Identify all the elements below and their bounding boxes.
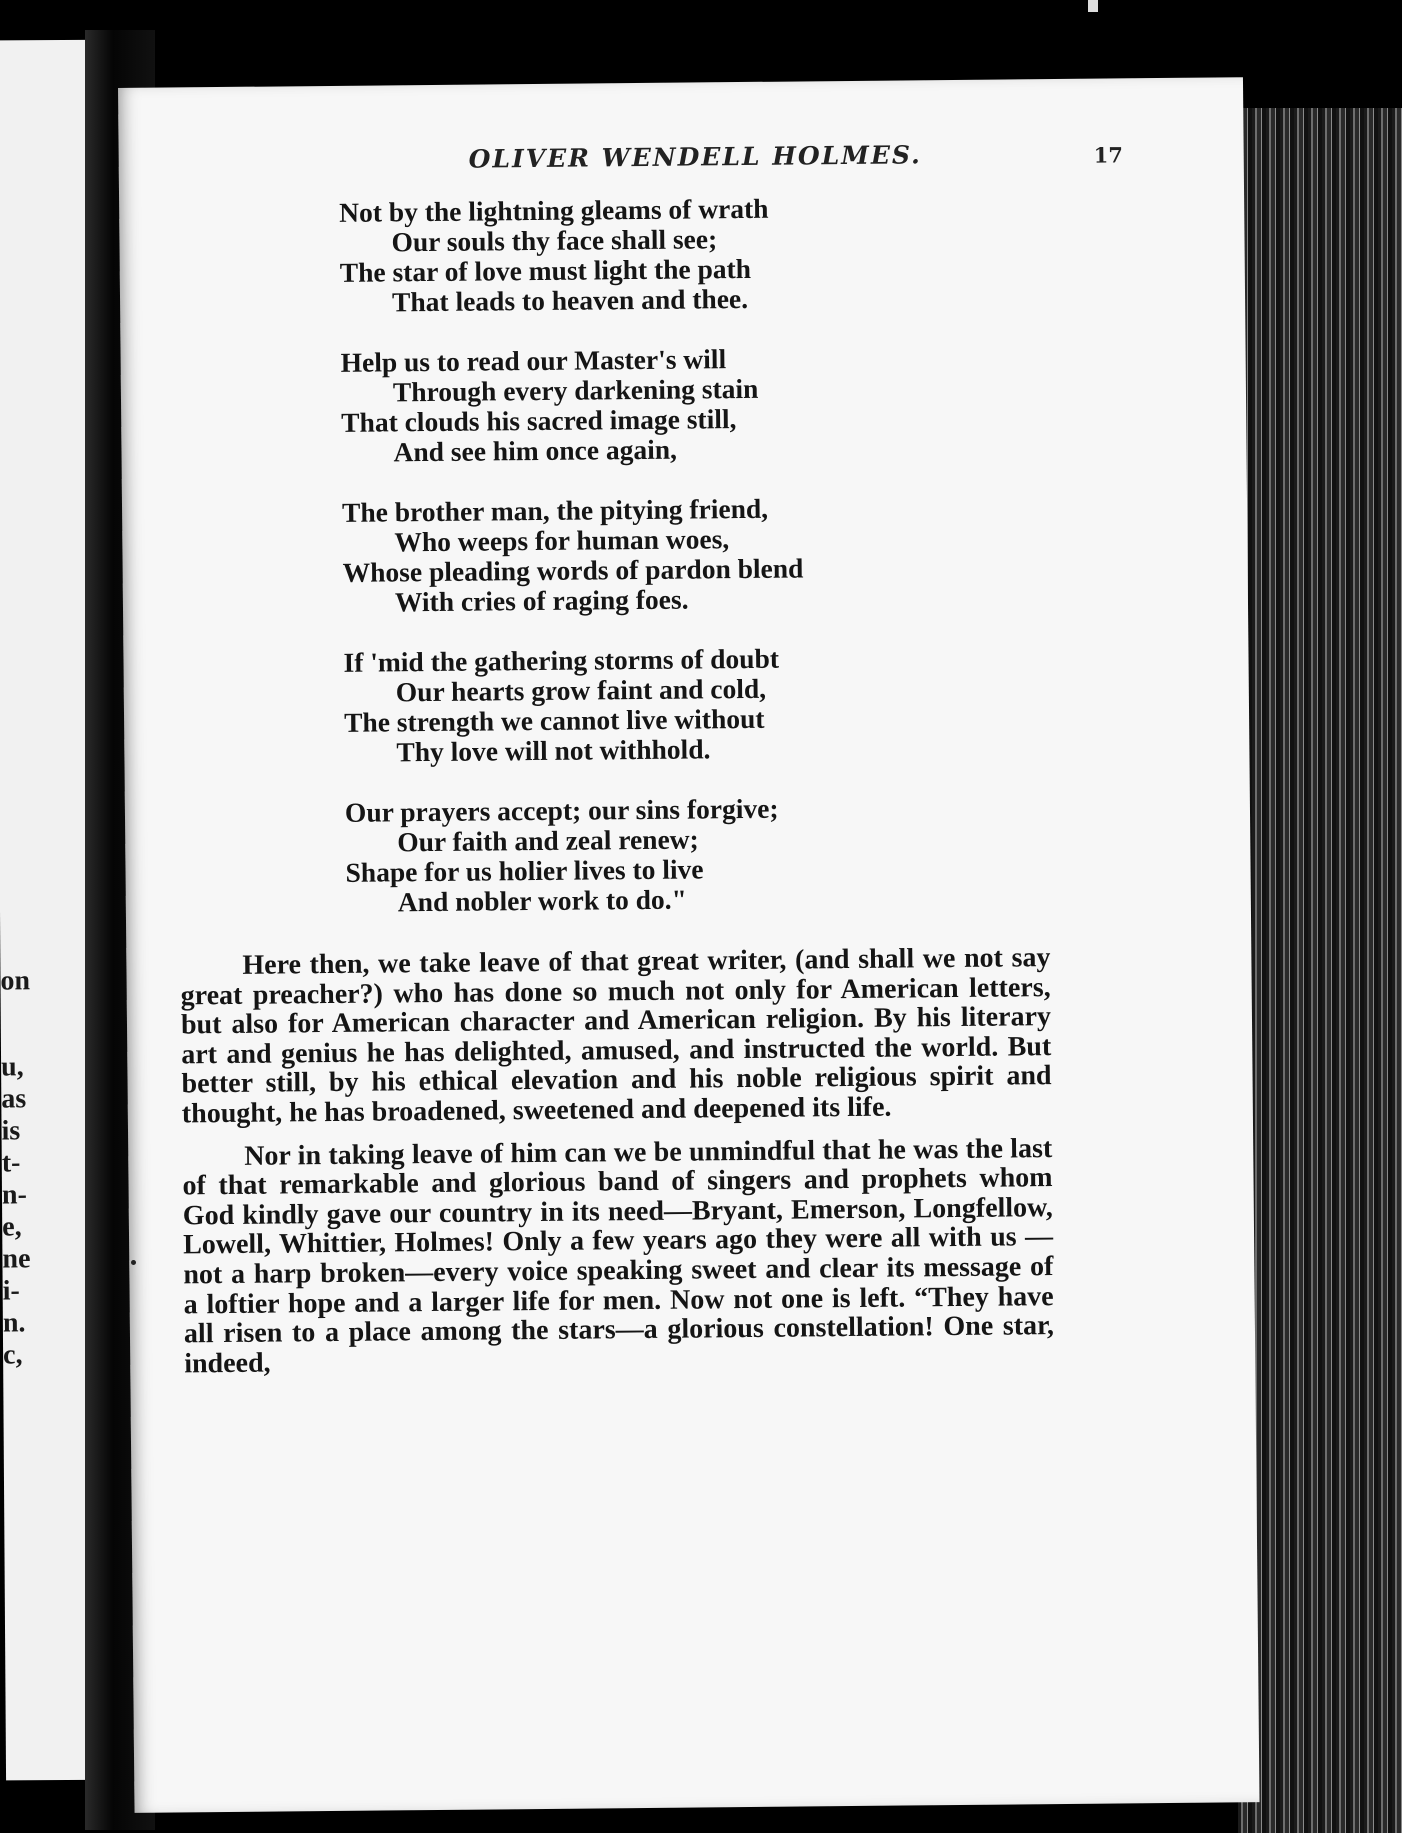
- facing-page-fragment: on: [0, 965, 31, 997]
- poem-line: That clouds his sacred image still,: [341, 403, 737, 438]
- poem-line: The brother man, the pitying friend,: [341, 492, 769, 528]
- poem-line: Shape for us holier lives to live: [345, 853, 704, 888]
- book-page-edges: [1238, 108, 1402, 1833]
- paragraph: Here then, we take leave of that great writer, (and shall we not say great preacher?) who has done so much not only for American letters, but also for American character and American religion. By his literary art and genius he has delighted, amused, and instructed the world. But better still, by his ethical elevation and his noble religious spirit and thought, he has broadened, sweetened and deepened its life.: [180, 942, 1052, 1130]
- poem-line: And nobler work to do.": [397, 883, 688, 918]
- poem-line: Thy love will not withhold.: [396, 733, 711, 768]
- poem-line: Our faith and zeal renew;: [397, 823, 699, 858]
- poem-line: Our prayers accept; our sins forgive;: [344, 792, 779, 828]
- facing-page-fragment: i-: [2, 1275, 20, 1307]
- poem-line: The star of love must light the path: [339, 252, 752, 288]
- poem-line: Our souls thy face shall see;: [391, 223, 718, 258]
- poem-line: Whose pleading words of pardon blend: [342, 552, 804, 588]
- poem-stanza: [339, 193, 801, 317]
- facing-page-text-fragments: [0, 965, 43, 1371]
- facing-page-fragment: n.: [2, 1307, 26, 1339]
- ink-speck: [131, 1260, 136, 1265]
- poem-line: The strength we cannot live without: [343, 702, 765, 738]
- poem-line: Our hearts grow faint and cold,: [395, 672, 767, 708]
- poem-line: With cries of raging foes.: [394, 583, 689, 618]
- poem-stanza: [341, 343, 803, 467]
- facing-page-fragment: e,: [2, 1211, 22, 1243]
- facing-page-fragment: n-: [1, 1179, 28, 1211]
- poem-line: If 'mid the gathering storms of doubt: [343, 642, 780, 678]
- facing-page-fragment: as: [1, 1083, 27, 1115]
- poem-stanza: [343, 643, 805, 767]
- poem-line: Who weeps for human woes,: [394, 523, 730, 558]
- poem-line: Not by the lightning gleams of wrath: [339, 192, 769, 228]
- hymn-poem: [339, 193, 807, 947]
- book-page: [118, 77, 1260, 1813]
- facing-page-fragment: ne: [2, 1243, 31, 1275]
- prose-body: [180, 943, 1054, 1392]
- paragraph: Nor in taking leave of him can we be unmindful that he was the last of that remarkable and glorious band of singers and prophets whom God kindly gave our country in its need—Bryant, Emerson, Longfellow, Lowell, Whittier, Holmes! Only a few years ago they were all with us —not a harp broken—every voice speaking sweet and clear its message of a loftier hope and a larger life for men. Now not one is left. “They have all risen to a place among the stars—a glorious constellation! One star, indeed,: [182, 1132, 1055, 1380]
- facing-page-fragment: t-: [1, 1147, 21, 1179]
- poem-line: And see him once again,: [393, 433, 678, 468]
- poem-line: Help us to read our Master's will: [340, 343, 727, 378]
- facing-page-fragment: c,: [2, 1339, 23, 1371]
- poem-line: That leads to heaven and thee.: [391, 282, 749, 318]
- facing-page-fragment: u,: [0, 1051, 24, 1083]
- page-number: 17: [1093, 142, 1124, 168]
- poem-stanza: [342, 493, 804, 617]
- scan-artifact: [1088, 0, 1098, 12]
- running-head: OLIVER WENDELL HOLMES.: [468, 140, 922, 174]
- poem-line: Through every darkening stain: [392, 372, 759, 408]
- facing-page-fragment: is: [1, 1115, 21, 1147]
- poem-stanza: [345, 793, 807, 917]
